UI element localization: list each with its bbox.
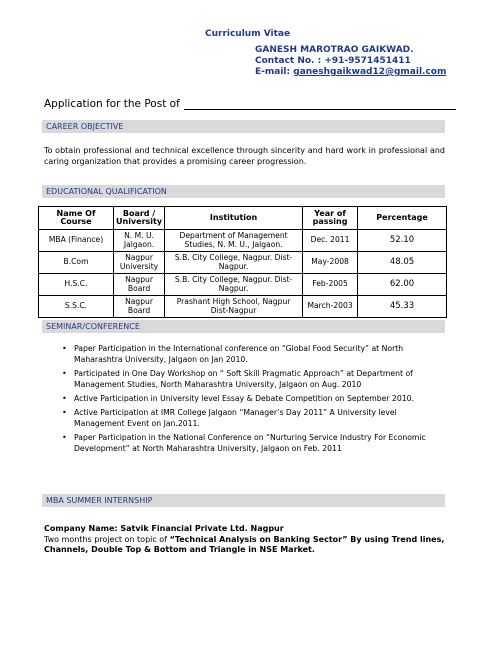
cell-board: N. M. U. Jalgaon. (114, 230, 165, 252)
cell-percentage: 52.10 (358, 230, 447, 252)
list-item (46, 432, 446, 454)
cell-board: Nagpur Board (114, 296, 165, 318)
seminar-item-text: Participated in One Day Workshop on “ Soft Skill Pragmatic Approach” at Department of Management Studies, North Maharashtra University, Jalgaon on Aug. 2010 (74, 369, 413, 389)
table-row (39, 296, 447, 318)
cell-year: Feb-2005 (303, 274, 358, 296)
company-line (44, 524, 449, 534)
list-item (46, 368, 446, 390)
list-item (46, 407, 446, 429)
seminar-item-text: Active Participation in University level Essay & Debate Competition on September 2010. (74, 394, 414, 403)
project-title: “Technical Analysis on Banking Sector” By using Trend lines, Channels, Double Top & Bottom and Triangle in NSE Market. (44, 535, 445, 554)
cell-percentage: 45.33 (358, 296, 447, 318)
education-table (38, 206, 447, 318)
cell-board: Nagpur Board (114, 274, 165, 296)
seminar-item-text: Paper Participation in the National Conference on “Nurturing Service Industry For Economic Development” at North Maharashtra University, Jalgaon on Feb. 2011 (74, 433, 426, 453)
cell-percentage: 48.05 (358, 252, 447, 274)
table-row (39, 252, 447, 274)
col-header-course: Name Of Course (39, 207, 114, 230)
cv-title: Curriculum Vitae (205, 29, 291, 39)
list-item (46, 393, 446, 404)
bullet-icon: • (62, 369, 67, 378)
project-description (44, 535, 449, 555)
section-header-seminar: SEMINAR/CONFERENCE (42, 320, 445, 333)
bullet-icon: • (62, 408, 67, 417)
company-label: Company Name: (44, 524, 121, 533)
seminar-item-text: Paper Participation in the International conference on “Global Food Security” at North Maharashtra University, Jalgaon on Jan 2010. (74, 344, 404, 364)
cell-percentage: 62.00 (358, 274, 447, 296)
application-blank-line (184, 100, 456, 110)
application-label: Application for the Post of (44, 98, 180, 110)
email-label: E-mail: (255, 67, 294, 77)
section-header-internship: MBA SUMMER INTERNSHIP (42, 494, 445, 507)
col-header-institution: Institution (165, 207, 303, 230)
career-objective-text: To obtain professional and technical excellence through sincerity and hard work in professional and caring organization that provides a promising career progression. (44, 146, 445, 166)
list-item (46, 343, 446, 365)
table-row (39, 230, 447, 252)
table-header-row (39, 207, 447, 230)
bullet-icon: • (62, 433, 67, 442)
email-line (255, 67, 446, 77)
cell-institution: Prashant High School, Nagpur Dist-Nagpur (165, 296, 303, 318)
company-name: Satvik Financial Private Ltd. Nagpur (120, 524, 284, 533)
cell-course: H.S.C. (39, 274, 114, 296)
cell-course: S.S.C. (39, 296, 114, 318)
cell-institution: S.B. City College, Nagpur. Dist-Nagpur. (165, 252, 303, 274)
cell-course: MBA (Finance) (39, 230, 114, 252)
cell-board: Nagpur University (114, 252, 165, 274)
project-prefix: Two months project on topic of (44, 535, 170, 544)
cell-institution: Department of Management Studies, N. M. U., Jalgaon. (165, 230, 303, 252)
cell-institution: S.B. City College, Nagpur. Dist-Nagpur. (165, 274, 303, 296)
application-line (44, 98, 456, 110)
cell-year: Dec. 2011 (303, 230, 358, 252)
col-header-board: Board / University (114, 207, 165, 230)
email-link[interactable]: ganeshgaikwad12@gmail.com (293, 67, 447, 77)
contact-label: Contact No. : (255, 56, 325, 66)
cell-year: March-2003 (303, 296, 358, 318)
col-header-percentage: Percentage (358, 207, 447, 230)
cell-course: B.Com (39, 252, 114, 274)
contact-line (255, 56, 411, 66)
bullet-icon: • (62, 344, 67, 353)
candidate-name: GANESH MAROTRAO GAIKWAD. (255, 45, 414, 55)
table-row (39, 274, 447, 296)
col-header-year: Year of passing (303, 207, 358, 230)
section-header-career: CAREER OBJECTIVE (42, 120, 445, 133)
cell-year: May-2008 (303, 252, 358, 274)
seminar-list (46, 343, 446, 457)
section-header-education: EDUCATIONAL QUALIFICATION (42, 185, 445, 198)
bullet-icon: • (62, 394, 67, 403)
contact-number: +91-9571451411 (324, 56, 411, 66)
seminar-item-text: Active Participation at IMR College Jalgaon “Manager’s Day 2011” A University level Management Event on Jan.2011. (74, 408, 397, 428)
